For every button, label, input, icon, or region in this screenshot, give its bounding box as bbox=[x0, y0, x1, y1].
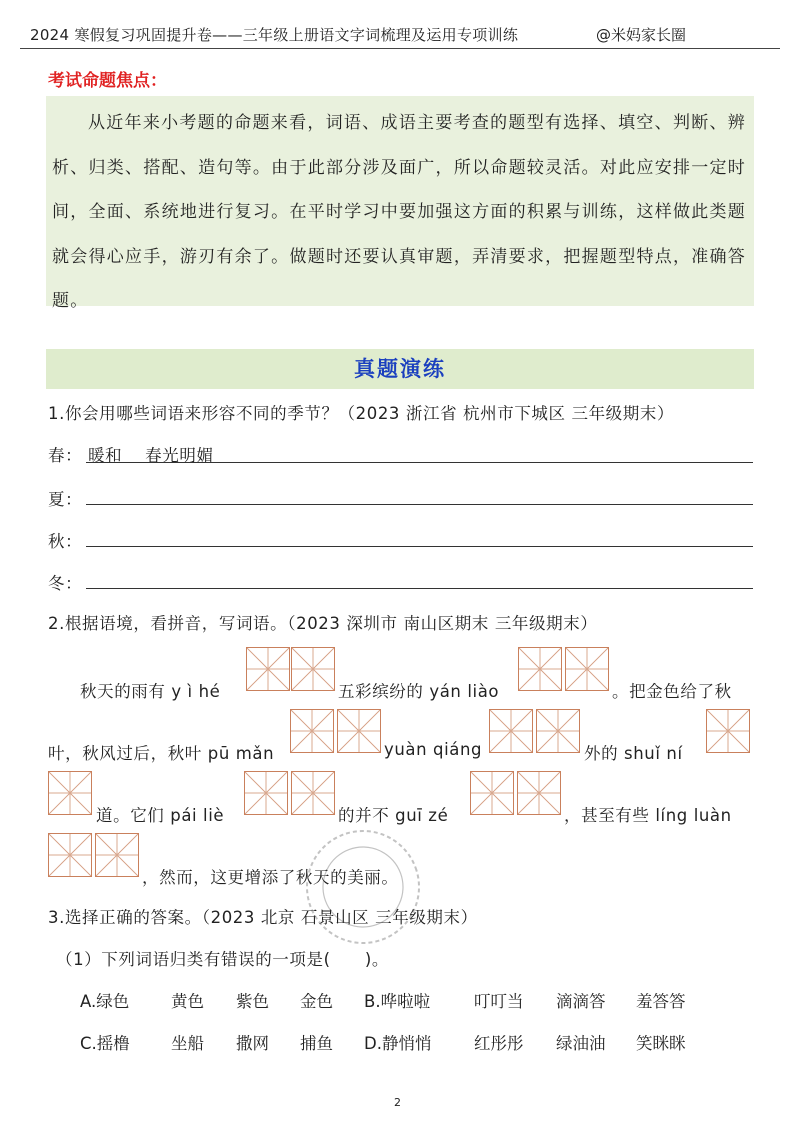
page-number: 2 bbox=[394, 1096, 401, 1109]
option-word: 笑眯眯 bbox=[636, 1034, 686, 1053]
q2-text-1c: 。把金色给了秋 bbox=[612, 682, 732, 701]
tian-grid-box[interactable] bbox=[48, 771, 92, 815]
q2-text-2b: yuàn qiáng bbox=[384, 740, 483, 759]
option-c[interactable]: C.摇橹 bbox=[80, 1034, 130, 1053]
tian-grid-box[interactable] bbox=[95, 833, 139, 877]
option-word: 绿油油 bbox=[556, 1034, 606, 1053]
option-word: 羞答答 bbox=[636, 992, 686, 1011]
winter-answer-line[interactable] bbox=[86, 588, 753, 589]
spring-label: 春： bbox=[48, 446, 83, 465]
spring-answer: 暖和 春光明媚 bbox=[88, 446, 214, 465]
focus-title: 考试命题焦点： bbox=[48, 71, 167, 91]
autumn-label: 秋： bbox=[48, 532, 83, 551]
q2-text-4: ，然而，这更增添了秋天的美丽。 bbox=[142, 868, 399, 887]
tian-grid-box[interactable] bbox=[246, 647, 290, 691]
q2-text-1b: 五彩缤纷的 yán liào bbox=[338, 682, 500, 701]
watermark-stamp bbox=[298, 822, 428, 952]
option-word: 撒网 bbox=[236, 1034, 269, 1053]
tian-grid-box[interactable] bbox=[244, 771, 288, 815]
tian-grid-box[interactable] bbox=[337, 709, 381, 753]
option-word: 红彤彤 bbox=[474, 1034, 524, 1053]
tian-grid-box[interactable] bbox=[489, 709, 533, 753]
q2-text-3b: 的并不 guī zé bbox=[338, 806, 449, 825]
tian-grid-box[interactable] bbox=[48, 833, 92, 877]
tian-grid-box[interactable] bbox=[706, 709, 750, 753]
page-header bbox=[20, 22, 780, 49]
option-word: 坐船 bbox=[171, 1034, 204, 1053]
tian-grid-box[interactable] bbox=[565, 647, 609, 691]
question-3-sub1: （1）下列词语归类有错误的一项是( )。 bbox=[56, 950, 389, 969]
spring-answer-line[interactable] bbox=[86, 462, 753, 463]
tian-grid-box[interactable] bbox=[470, 771, 514, 815]
header-source: @米妈家长圈 bbox=[596, 26, 687, 44]
summer-answer-line[interactable] bbox=[86, 504, 753, 505]
tian-grid-box[interactable] bbox=[290, 709, 334, 753]
question-3-title: 3.选择正确的答案。（2023 北京 石景山区 三年级期末） bbox=[48, 908, 478, 927]
tian-grid-box[interactable] bbox=[536, 709, 580, 753]
option-word: 滴滴答 bbox=[556, 992, 606, 1011]
option-word: 金色 bbox=[300, 992, 333, 1011]
option-word: 叮叮当 bbox=[474, 992, 524, 1011]
summer-label: 夏： bbox=[48, 490, 83, 509]
q2-text-3a: 道。它们 pái liè bbox=[96, 806, 225, 825]
focus-text: 从近年来小考题的命题来看，词语、成语主要考查的题型有选择、填空、判断、辨析、归类、搭配、造句等。由于此部分涉及面广，所以命题较灵活。对此应安排一定时间，全面、系统地进行复习。在平时学习中要加强这方面的积累与训练，这样做此类题就会得心应手，游刃有余了。做题时还要认真审题，弄清要求，把握题型特点，准确答题。 bbox=[52, 113, 746, 311]
tian-grid-box[interactable] bbox=[518, 647, 562, 691]
option-word: 紫色 bbox=[236, 992, 269, 1011]
tian-grid-box[interactable] bbox=[517, 771, 561, 815]
header-title: 2024 寒假复习巩固提升卷——三年级上册语文字词梳理及运用专项训练 bbox=[30, 26, 519, 44]
option-a[interactable]: A.绿色 bbox=[80, 992, 130, 1011]
winter-label: 冬： bbox=[48, 574, 83, 593]
section-title: 真题演练 bbox=[354, 357, 446, 381]
section-bar bbox=[46, 349, 754, 389]
option-word: 黄色 bbox=[171, 992, 204, 1011]
autumn-answer-line[interactable] bbox=[86, 546, 753, 547]
q2-text-2c: 外的 shuǐ ní bbox=[584, 744, 683, 763]
focus-box bbox=[46, 96, 754, 311]
tian-grid-box[interactable] bbox=[291, 647, 335, 691]
tian-grid-box[interactable] bbox=[291, 771, 335, 815]
question-1-title: 1.你会用哪些词语来形容不同的季节？（2023 浙江省 杭州市下城区 三年级期末） bbox=[48, 404, 675, 423]
option-d[interactable]: D.静悄悄 bbox=[364, 1034, 432, 1053]
q2-text-3c: ，甚至有些 líng luàn bbox=[564, 806, 732, 825]
q2-text-2a: 叶，秋风过后，秋叶 pū mǎn bbox=[48, 744, 275, 763]
q2-text-1a: 秋天的雨有 y ì hé bbox=[80, 682, 221, 701]
option-word: 捕鱼 bbox=[300, 1034, 333, 1053]
question-2-title: 2.根据语境，看拼音，写词语。（2023 深圳市 南山区期末 三年级期末） bbox=[48, 614, 598, 633]
option-b[interactable]: B.哗啦啦 bbox=[364, 992, 431, 1011]
